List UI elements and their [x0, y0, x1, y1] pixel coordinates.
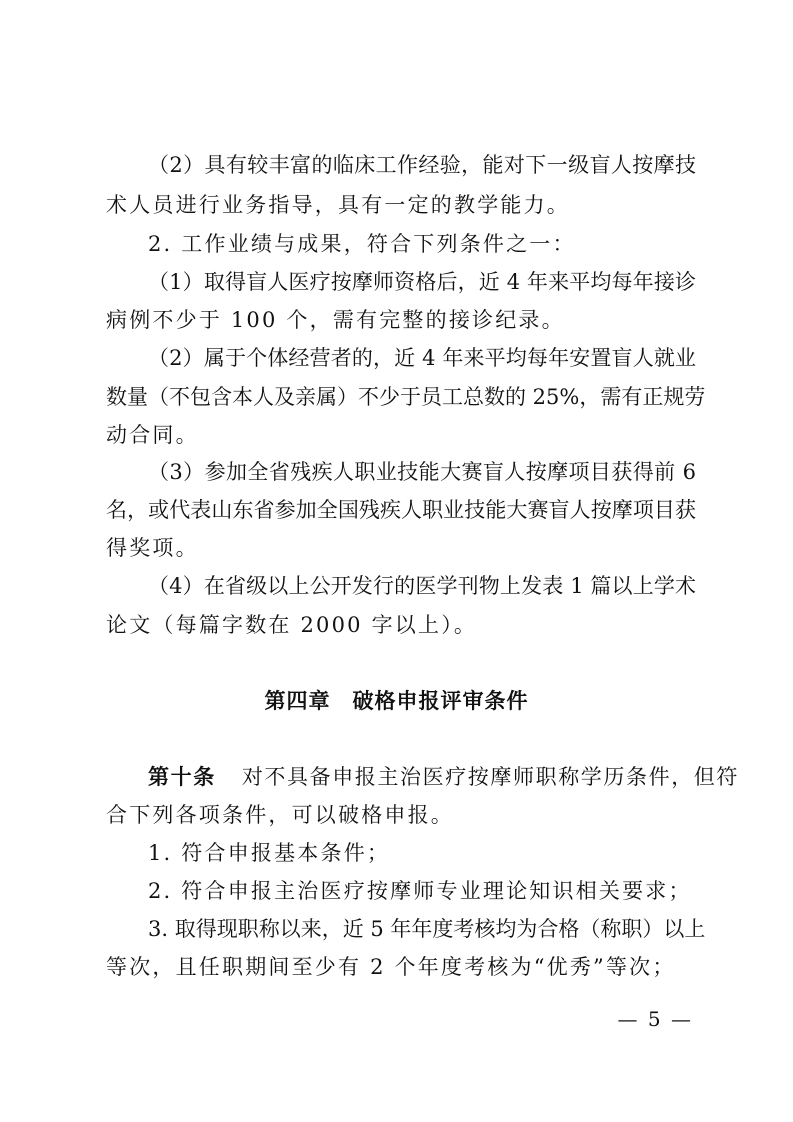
- text-line: 合下列各项条件，可以破格申报。: [106, 803, 454, 827]
- article-first-line: [148, 762, 740, 792]
- text-line: （2）属于个体经营者的，近 4 年来平均每年安置盲人就业: [148, 346, 696, 370]
- text-line: 病例不少于 100 个，需有完整的接诊纪录。: [106, 308, 565, 332]
- article-label: 第十条: [148, 765, 216, 789]
- text-line: 动合同。: [106, 423, 199, 447]
- text-line: 术人员进行业务指导，具有一定的教学能力。: [106, 193, 570, 217]
- text-line: 名，或代表山东省参加全国残疾人职业技能大赛盲人按摩项目获: [106, 498, 696, 522]
- page-number: — 5 —: [617, 1007, 693, 1031]
- article-text: 对不具备申报主治医疗按摩师职称学历条件，但符: [241, 765, 740, 789]
- text-line: 数量（不包含本人及亲属）不少于员工总数的 25%，需有正规劳: [106, 385, 706, 409]
- text-line: 2. 工作业绩与成果，符合下列条件之一：: [148, 232, 576, 256]
- text-line: （4）在省级以上公开发行的医学刊物上发表 1 篇以上学术: [148, 574, 696, 598]
- text-line: 得奖项。: [106, 536, 199, 560]
- list-item: 2. 符合申报主治医疗按摩师专业理论知识相关要求；: [148, 879, 692, 903]
- list-item: 1. 符合申报基本条件；: [148, 841, 391, 865]
- text-line: （2）具有较丰富的临床工作经验，能对下一级盲人按摩技: [148, 153, 696, 177]
- text-line: （1）取得盲人医疗按摩师资格后，近 4 年来平均每年接诊: [148, 270, 696, 294]
- text-line: 等次，且任职期间至少有 2 个年度考核为“优秀”等次；: [106, 955, 676, 979]
- list-item: 3. 取得现职称以来，近 5 年年度考核均为合格（称职）以上: [148, 917, 706, 941]
- text-line: （3）参加全省残疾人职业技能大赛盲人按摩项目获得前 6: [148, 460, 696, 484]
- text-line: 论文（每篇字数在 2000 字以上）。: [106, 613, 478, 637]
- chapter-heading: 第四章 破格申报评审条件: [264, 689, 529, 713]
